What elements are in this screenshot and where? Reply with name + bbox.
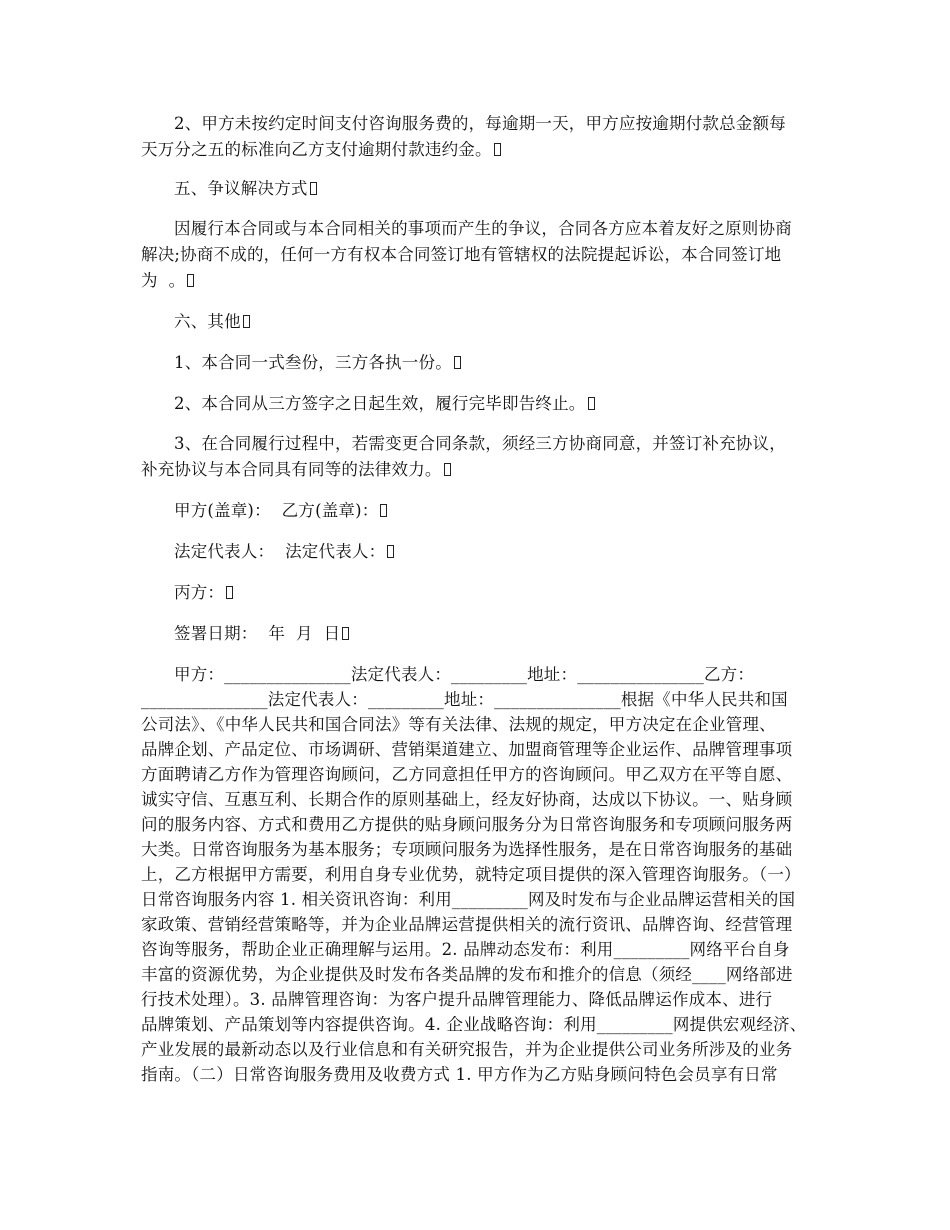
missing-glyph-box (380, 504, 387, 517)
text-line: 2、甲方未按约定时间支付咨询服务费的，每逾期一天，甲方应按逾期付款总金额每 (174, 114, 786, 133)
section-heading: 六、其他 (174, 311, 250, 333)
text-line: 3、在合同履行过程中，若需变更合同条款，须经三方协商同意，并签订补充协议， (174, 434, 786, 453)
text-line: 家政策、营销经营策略等，并为企业品牌运营提供相关的流行资讯、品牌咨询、经营管理 (141, 915, 793, 934)
signature-line: 法定代表人： 法定代表人： (174, 541, 394, 563)
missing-glyph-box (387, 545, 394, 558)
signature-line: 丙方： (174, 582, 233, 604)
text-line: 问的服务内容、方式和费用乙方提供的贴身顾问服务分为日常咨询服务和专项顾问服务两 (141, 815, 793, 834)
missing-glyph-box (187, 274, 194, 287)
text-line: 指南。（二）日常咨询服务费用及收费方式 1. 甲方作为乙方贴身顾问特色会员享有日常 (141, 1065, 778, 1084)
missing-glyph-box (494, 143, 501, 156)
text-line: 方面聘请乙方作为管理咨询顾问，乙方同意担任甲方的咨询顾问。甲乙双方在平等自愿、 (141, 765, 793, 784)
text-line: 因履行本合同或与本合同相关的事项而产生的争议，合同各方应本着友好之原则协商 (174, 219, 792, 238)
text-line: 咨询等服务，帮助企业正确理解与运用。2. 品牌动态发布：利用_________网络平台自身 (141, 940, 790, 959)
text-line: 2、本合同从三方签字之日起生效，履行完毕即告终止。 (174, 393, 595, 415)
text-line: 补充协议与本合同具有同等的法律效力。 (141, 459, 451, 481)
text-line: 上，乙方根据甲方需要，利用自身专业优势，就特定项目提供的深入管理咨询服务。（一） (141, 865, 801, 884)
missing-glyph-box (342, 627, 349, 640)
text-line: 诚实守信、互惠互利、长期合作的原则基础上，经友好协商，达成以下协议。一、贴身顾 (141, 790, 793, 809)
missing-glyph-box (454, 356, 461, 369)
signature-line: 甲方(盖章)： 乙方(盖章)： (174, 500, 387, 522)
missing-glyph-box (226, 586, 233, 599)
text-line: 甲方：_______________法定代表人：_________地址：_______________乙方： (174, 665, 755, 684)
signature-line: 签署日期： 年 月 日 (174, 623, 349, 645)
text-line: 行技术处理）。3. 品牌管理咨询：为客户提升品牌管理能力、降低品牌运作成本、进行 (141, 990, 773, 1009)
text-line: 公司法》、《中华人民共和国合同法》等有关法律、法规的规定，甲方决定在企业管理、 (141, 715, 776, 734)
text-line: _______________法定代表人：_________地址：_______________根据《中华人民共和国 (141, 690, 788, 709)
text-line: 品牌策划、产品策划等内容提供咨询。4. 企业战略咨询：利用_________网提供宏观经济、 (141, 1015, 807, 1034)
missing-glyph-box (310, 182, 317, 195)
text-line: 品牌企划、产品定位、市场调研、营销渠道建立、加盟商管理等企业运作、品牌管理事项 (141, 740, 793, 759)
text-line: 解决;协商不成的，任何一方有权本合同签订地有管辖权的法院提起诉讼，本合同签订地 (141, 245, 782, 264)
text-line: 大类。日常咨询服务为基本服务；专项顾问服务为选择性服务，是在日常咨询服务的基础 (141, 840, 793, 859)
text-line: 产业发展的最新动态以及行业信息和有关研究报告，并为企业提供公司业务所涉及的业务 (141, 1040, 793, 1059)
missing-glyph-box (444, 463, 451, 476)
text-line: 天万分之五的标准向乙方支付逾期付款违约金。 (141, 139, 501, 161)
missing-glyph-box (243, 315, 250, 328)
text-line: 丰富的资源优势，为企业提供及时发布各类品牌的发布和推介的信息（须经____网络部进 (141, 965, 793, 984)
section-heading: 五、争议解决方式 (174, 178, 317, 200)
text-line: 为 。 (141, 270, 194, 292)
text-line: 日常咨询服务内容 1. 相关资讯咨询：利用_________网及时发布与企业品牌运营相关的国 (141, 890, 796, 909)
text-line: 1、本合同一式叁份，三方各执一份。 (174, 352, 461, 374)
missing-glyph-box (588, 397, 595, 410)
